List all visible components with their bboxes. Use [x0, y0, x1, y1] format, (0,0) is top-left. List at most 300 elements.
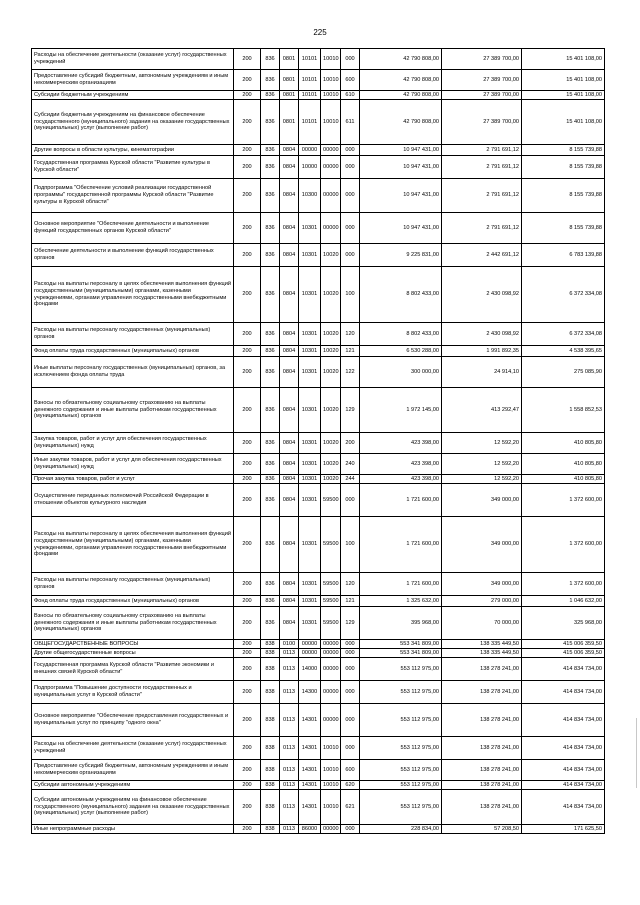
amount-executed: 138 335 449,50 — [442, 640, 522, 649]
code-col-1: 200 — [234, 145, 261, 156]
code-col-3: 0804 — [280, 156, 299, 179]
amount-executed: 70 000,00 — [442, 607, 522, 640]
code-col-3: 0804 — [280, 179, 299, 213]
code-col-4: 14000 — [299, 658, 321, 681]
code-col-1: 200 — [234, 781, 261, 790]
amount-remaining: 414 834 734,00 — [522, 737, 605, 760]
code-col-5: 00000 — [321, 658, 341, 681]
table-row — [32, 704, 605, 737]
amount-plan: 10 947 431,00 — [360, 213, 442, 244]
table-row — [32, 737, 605, 760]
code-col-2: 836 — [261, 145, 280, 156]
code-col-5: 00000 — [321, 825, 341, 834]
code-col-2: 836 — [261, 484, 280, 517]
table-row — [32, 573, 605, 596]
amount-plan: 9 225 831,00 — [360, 244, 442, 267]
row-name: Обеспечение деятельности и выполнение функций государственных органов — [32, 244, 234, 267]
row-name: Расходы на выплаты персоналу в целях обеспечения выполнения функций государственными (муниципальными) органами, казенными учреждениями, органами управления государственными внебюджетными фондами — [32, 267, 234, 323]
amount-remaining: 275 085,90 — [522, 357, 605, 388]
code-col-2: 836 — [261, 454, 280, 475]
code-col-1: 200 — [234, 825, 261, 834]
code-col-4: 10101 — [299, 70, 321, 91]
amount-plan: 300 000,00 — [360, 357, 442, 388]
table-row — [32, 100, 605, 145]
code-col-2: 836 — [261, 346, 280, 357]
code-col-3: 0113 — [280, 781, 299, 790]
amount-plan: 423 398,00 — [360, 454, 442, 475]
code-col-3: 0113 — [280, 681, 299, 704]
code-col-2: 836 — [261, 596, 280, 607]
budget-table — [31, 48, 605, 834]
code-col-4: 10301 — [299, 388, 321, 433]
code-col-6: 000 — [341, 704, 360, 737]
amount-plan: 1 721 600,00 — [360, 517, 442, 573]
table-row — [32, 607, 605, 640]
table-row — [32, 790, 605, 825]
code-col-5: 10010 — [321, 100, 341, 145]
table-row — [32, 179, 605, 213]
code-col-3: 0113 — [280, 760, 299, 781]
amount-plan: 42 790 808,00 — [360, 49, 442, 70]
amount-remaining: 414 834 734,00 — [522, 790, 605, 825]
row-name: Основное мероприятие "Обеспечение деятельности и выполнение функций государственных органов Курской области" — [32, 213, 234, 244]
row-name: Иные закупки товаров, работ и услуг для обеспечения государственных (муниципальных) нужд — [32, 454, 234, 475]
code-col-5: 00000 — [321, 213, 341, 244]
amount-remaining: 1 558 852,53 — [522, 388, 605, 433]
amount-executed: 24 914,10 — [442, 357, 522, 388]
code-col-1: 200 — [234, 156, 261, 179]
code-col-3: 0113 — [280, 825, 299, 834]
code-col-5: 10020 — [321, 475, 341, 484]
amount-plan: 8 802 433,00 — [360, 323, 442, 346]
code-col-1: 200 — [234, 640, 261, 649]
amount-executed: 138 278 241,00 — [442, 781, 522, 790]
code-col-6: 000 — [341, 658, 360, 681]
table-row — [32, 658, 605, 681]
row-name: Фонд оплаты труда государственных (муниципальных) органов — [32, 596, 234, 607]
code-col-6: 000 — [341, 681, 360, 704]
code-col-5: 10010 — [321, 91, 341, 100]
code-col-4: 10101 — [299, 100, 321, 145]
amount-plan: 553 112 975,00 — [360, 681, 442, 704]
code-col-2: 836 — [261, 433, 280, 454]
amount-executed: 2 791 691,12 — [442, 213, 522, 244]
table-row — [32, 596, 605, 607]
row-name: Подпрограмма "Повышение доступности государственных и муниципальных услуг в Курской области" — [32, 681, 234, 704]
code-col-1: 200 — [234, 388, 261, 433]
row-name: Подпрограмма "Обеспечение условий реализации государственной программы" государственной программы Курской области "Развитие культуры в Курской области" — [32, 179, 234, 213]
code-col-6: 121 — [341, 346, 360, 357]
code-col-2: 838 — [261, 781, 280, 790]
code-col-3: 0804 — [280, 596, 299, 607]
code-col-6: 620 — [341, 781, 360, 790]
code-col-3: 0804 — [280, 484, 299, 517]
code-col-3: 0804 — [280, 244, 299, 267]
table-row — [32, 346, 605, 357]
code-col-1: 200 — [234, 267, 261, 323]
code-col-6: 610 — [341, 91, 360, 100]
code-col-5: 59500 — [321, 573, 341, 596]
amount-plan: 553 112 975,00 — [360, 760, 442, 781]
amount-remaining: 15 401 108,00 — [522, 91, 605, 100]
amount-remaining: 171 625,50 — [522, 825, 605, 834]
code-col-1: 200 — [234, 244, 261, 267]
amount-executed: 349 000,00 — [442, 484, 522, 517]
code-col-6: 000 — [341, 244, 360, 267]
table-row — [32, 213, 605, 244]
row-name: Расходы на выплаты персоналу государственных (муниципальных) органов — [32, 323, 234, 346]
table-row — [32, 357, 605, 388]
row-name: Государственная программа Курской области "Развитие культуры в Курской области" — [32, 156, 234, 179]
table-row — [32, 156, 605, 179]
row-name: Фонд оплаты труда государственных (муниципальных) органов — [32, 346, 234, 357]
code-col-6: 129 — [341, 388, 360, 433]
amount-remaining: 15 401 108,00 — [522, 49, 605, 70]
row-name: Взносы по обязательному социальному страхованию на выплаты денежного содержания и иные выплаты работникам государственных (муниципальных) органов — [32, 388, 234, 433]
table-row — [32, 825, 605, 834]
code-col-6: 200 — [341, 433, 360, 454]
amount-executed: 27 389 700,00 — [442, 91, 522, 100]
code-col-4: 10301 — [299, 244, 321, 267]
code-col-4: 14301 — [299, 781, 321, 790]
amount-plan: 553 112 975,00 — [360, 790, 442, 825]
code-col-1: 200 — [234, 49, 261, 70]
code-col-2: 836 — [261, 244, 280, 267]
code-col-3: 0804 — [280, 607, 299, 640]
code-col-1: 200 — [234, 213, 261, 244]
amount-plan: 1 325 632,00 — [360, 596, 442, 607]
amount-executed: 12 592,20 — [442, 433, 522, 454]
code-col-3: 0801 — [280, 91, 299, 100]
code-col-4: 10301 — [299, 346, 321, 357]
amount-remaining: 8 155 739,88 — [522, 179, 605, 213]
code-col-1: 200 — [234, 357, 261, 388]
table-row — [32, 517, 605, 573]
code-col-5: 10010 — [321, 737, 341, 760]
code-col-6: 611 — [341, 100, 360, 145]
amount-remaining: 1 372 600,00 — [522, 484, 605, 517]
code-col-1: 200 — [234, 454, 261, 475]
code-col-6: 122 — [341, 357, 360, 388]
code-col-5: 10010 — [321, 760, 341, 781]
amount-plan: 42 790 808,00 — [360, 70, 442, 91]
code-col-5: 00000 — [321, 145, 341, 156]
amount-remaining: 8 155 739,88 — [522, 156, 605, 179]
amount-remaining: 6 783 139,88 — [522, 244, 605, 267]
row-name: Субсидии бюджетным учреждениям на финансовое обеспечение государственного (муниципального) задания на оказание государственных (муниципальных) услуг (выполнение работ) — [32, 100, 234, 145]
amount-plan: 1 721 600,00 — [360, 484, 442, 517]
code-col-2: 838 — [261, 760, 280, 781]
code-col-4: 10101 — [299, 91, 321, 100]
row-name: Предоставление субсидий бюджетным, автономным учреждениям и иным некоммерческим организациям — [32, 760, 234, 781]
code-col-4: 10301 — [299, 454, 321, 475]
amount-plan: 10 947 431,00 — [360, 145, 442, 156]
code-col-3: 0804 — [280, 517, 299, 573]
table-row — [32, 49, 605, 70]
table-row — [32, 267, 605, 323]
amount-plan: 8 802 433,00 — [360, 267, 442, 323]
code-col-3: 0804 — [280, 213, 299, 244]
row-name: Взносы по обязательному социальному страхованию на выплаты денежного содержания и иные выплаты работникам государственных (муниципальных) органов — [32, 607, 234, 640]
code-col-1: 200 — [234, 649, 261, 658]
amount-remaining: 6 372 334,08 — [522, 323, 605, 346]
code-col-3: 0113 — [280, 790, 299, 825]
code-col-5: 10010 — [321, 790, 341, 825]
row-name: Расходы на выплаты персоналу государственных (муниципальных) органов — [32, 573, 234, 596]
code-col-6: 120 — [341, 573, 360, 596]
code-col-2: 838 — [261, 790, 280, 825]
code-col-6: 000 — [341, 156, 360, 179]
code-col-5: 00000 — [321, 640, 341, 649]
code-col-2: 836 — [261, 267, 280, 323]
code-col-3: 0801 — [280, 70, 299, 91]
code-col-4: 10301 — [299, 484, 321, 517]
code-col-2: 836 — [261, 156, 280, 179]
code-col-1: 200 — [234, 179, 261, 213]
row-name: Прочая закупка товаров, работ и услуг — [32, 475, 234, 484]
code-col-1: 200 — [234, 70, 261, 91]
code-col-6: 240 — [341, 454, 360, 475]
row-name: Осуществление переданных полномочий Российской Федерации в отношении объектов культурного наследия — [32, 484, 234, 517]
amount-plan: 553 112 975,00 — [360, 737, 442, 760]
code-col-1: 200 — [234, 91, 261, 100]
amount-remaining: 1 046 632,00 — [522, 596, 605, 607]
row-name: Субсидии автономным учреждениям на финансовое обеспечение государственного (муниципального) задания на оказание государственных (муниципальных) услуг (выполнение работ) — [32, 790, 234, 825]
code-col-6: 621 — [341, 790, 360, 825]
amount-remaining: 15 401 108,00 — [522, 70, 605, 91]
code-col-5: 59500 — [321, 607, 341, 640]
code-col-3: 0113 — [280, 737, 299, 760]
amount-remaining: 15 401 108,00 — [522, 100, 605, 145]
amount-executed: 12 592,20 — [442, 475, 522, 484]
amount-executed: 1 991 892,35 — [442, 346, 522, 357]
code-col-4: 10301 — [299, 357, 321, 388]
amount-executed: 2 791 691,12 — [442, 156, 522, 179]
row-name: Субсидии бюджетным учреждениям — [32, 91, 234, 100]
code-col-4: 10301 — [299, 433, 321, 454]
table-row — [32, 454, 605, 475]
code-col-4: 10301 — [299, 517, 321, 573]
table-row — [32, 70, 605, 91]
page-edge-line — [636, 718, 637, 788]
code-col-2: 838 — [261, 640, 280, 649]
code-col-3: 0801 — [280, 49, 299, 70]
table-row — [32, 681, 605, 704]
code-col-4: 00000 — [299, 145, 321, 156]
amount-plan: 42 790 808,00 — [360, 100, 442, 145]
amount-executed: 138 278 241,00 — [442, 760, 522, 781]
amount-executed: 349 000,00 — [442, 573, 522, 596]
code-col-2: 838 — [261, 649, 280, 658]
code-col-6: 000 — [341, 649, 360, 658]
row-name: Расходы на обеспечение деятельности (оказание услуг) государственных учреждений — [32, 737, 234, 760]
amount-executed: 138 335 449,50 — [442, 649, 522, 658]
code-col-1: 200 — [234, 596, 261, 607]
amount-plan: 395 968,00 — [360, 607, 442, 640]
amount-executed: 138 278 241,00 — [442, 658, 522, 681]
amount-plan: 423 398,00 — [360, 475, 442, 484]
code-col-3: 0801 — [280, 100, 299, 145]
row-name: Расходы на обеспечение деятельности (оказание услуг) государственных учреждений — [32, 49, 234, 70]
row-name: Расходы на выплаты персоналу в целях обеспечения выполнения функций государственными (муниципальными) органами, казенными учреждениями, органами управления государственными внебюджетными фондами — [32, 517, 234, 573]
table-row — [32, 388, 605, 433]
code-col-1: 200 — [234, 517, 261, 573]
code-col-6: 000 — [341, 49, 360, 70]
code-col-1: 200 — [234, 681, 261, 704]
code-col-2: 836 — [261, 607, 280, 640]
code-col-2: 836 — [261, 91, 280, 100]
code-col-5: 10010 — [321, 49, 341, 70]
amount-executed: 2 791 691,12 — [442, 179, 522, 213]
code-col-5: 10020 — [321, 388, 341, 433]
code-col-6: 129 — [341, 607, 360, 640]
code-col-6: 000 — [341, 213, 360, 244]
amount-remaining: 415 006 359,50 — [522, 649, 605, 658]
row-name: Иные выплаты персоналу государственных (муниципальных) органов, за исключением фонда оплаты труда — [32, 357, 234, 388]
code-col-4: 14301 — [299, 760, 321, 781]
code-col-6: 000 — [341, 640, 360, 649]
row-name: Государственная программа Курской области "Развитие экономики и внешних связей Курской области" — [32, 658, 234, 681]
code-col-2: 836 — [261, 100, 280, 145]
amount-plan: 1 972 145,00 — [360, 388, 442, 433]
amount-executed: 27 389 700,00 — [442, 49, 522, 70]
amount-remaining: 1 372 600,00 — [522, 517, 605, 573]
amount-executed: 138 278 241,00 — [442, 681, 522, 704]
amount-remaining: 1 372 600,00 — [522, 573, 605, 596]
code-col-4: 10000 — [299, 156, 321, 179]
code-col-6: 600 — [341, 760, 360, 781]
amount-executed: 138 278 241,00 — [442, 790, 522, 825]
code-col-3: 0113 — [280, 704, 299, 737]
code-col-2: 836 — [261, 179, 280, 213]
code-col-3: 0100 — [280, 640, 299, 649]
code-col-2: 836 — [261, 323, 280, 346]
code-col-6: 100 — [341, 267, 360, 323]
code-col-1: 200 — [234, 573, 261, 596]
amount-executed: 279 000,00 — [442, 596, 522, 607]
code-col-2: 838 — [261, 704, 280, 737]
amount-plan: 553 112 975,00 — [360, 781, 442, 790]
code-col-3: 0804 — [280, 323, 299, 346]
amount-plan: 1 721 600,00 — [360, 573, 442, 596]
code-col-4: 10301 — [299, 607, 321, 640]
row-name: Субсидии автономным учреждениям — [32, 781, 234, 790]
amount-plan: 6 530 288,00 — [360, 346, 442, 357]
code-col-5: 10020 — [321, 346, 341, 357]
code-col-2: 836 — [261, 70, 280, 91]
code-col-5: 10010 — [321, 70, 341, 91]
amount-remaining: 8 155 739,88 — [522, 213, 605, 244]
amount-plan: 423 398,00 — [360, 433, 442, 454]
code-col-5: 10020 — [321, 244, 341, 267]
amount-executed: 138 278 241,00 — [442, 737, 522, 760]
table-row — [32, 649, 605, 658]
amount-remaining: 4 538 395,65 — [522, 346, 605, 357]
code-col-4: 10301 — [299, 596, 321, 607]
row-name: ОБЩЕГОСУДАРСТВЕННЫЕ ВОПРОСЫ — [32, 640, 234, 649]
amount-executed: 138 278 241,00 — [442, 704, 522, 737]
code-col-2: 836 — [261, 388, 280, 433]
code-col-4: 10301 — [299, 267, 321, 323]
amount-executed: 2 791 691,12 — [442, 145, 522, 156]
code-col-1: 200 — [234, 475, 261, 484]
row-name: Иные непрограммные расходы — [32, 825, 234, 834]
code-col-5: 00000 — [321, 704, 341, 737]
amount-remaining: 6 372 334,08 — [522, 267, 605, 323]
amount-remaining: 410 805,80 — [522, 433, 605, 454]
code-col-4: 14301 — [299, 737, 321, 760]
code-col-4: 10101 — [299, 49, 321, 70]
code-col-4: 10300 — [299, 179, 321, 213]
amount-executed: 349 000,00 — [442, 517, 522, 573]
code-col-4: 14300 — [299, 681, 321, 704]
table-row — [32, 640, 605, 649]
amount-remaining: 325 968,00 — [522, 607, 605, 640]
code-col-4: 10301 — [299, 475, 321, 484]
code-col-1: 200 — [234, 323, 261, 346]
table-row — [32, 760, 605, 781]
code-col-1: 200 — [234, 346, 261, 357]
amount-executed: 413 292,47 — [442, 388, 522, 433]
code-col-5: 10010 — [321, 781, 341, 790]
code-col-4: 14301 — [299, 704, 321, 737]
code-col-6: 600 — [341, 70, 360, 91]
code-col-1: 200 — [234, 760, 261, 781]
code-col-5: 00000 — [321, 179, 341, 213]
code-col-3: 0804 — [280, 388, 299, 433]
code-col-1: 200 — [234, 100, 261, 145]
table-row — [32, 475, 605, 484]
amount-plan: 553 341 809,00 — [360, 640, 442, 649]
code-col-3: 0804 — [280, 145, 299, 156]
code-col-4: 00000 — [299, 640, 321, 649]
amount-executed: 57 208,50 — [442, 825, 522, 834]
code-col-1: 200 — [234, 790, 261, 825]
code-col-6: 120 — [341, 323, 360, 346]
code-col-2: 836 — [261, 517, 280, 573]
code-col-2: 838 — [261, 825, 280, 834]
table-row — [32, 323, 605, 346]
amount-plan: 42 790 808,00 — [360, 91, 442, 100]
amount-remaining: 410 805,80 — [522, 454, 605, 475]
amount-remaining: 414 834 734,00 — [522, 681, 605, 704]
code-col-6: 100 — [341, 517, 360, 573]
code-col-5: 10020 — [321, 357, 341, 388]
code-col-3: 0804 — [280, 357, 299, 388]
table-row — [32, 145, 605, 156]
row-name: Закупка товаров, работ и услуг для обеспечения государственных (муниципальных) нужд — [32, 433, 234, 454]
code-col-4: 00000 — [299, 649, 321, 658]
code-col-5: 59500 — [321, 484, 341, 517]
code-col-3: 0804 — [280, 475, 299, 484]
code-col-4: 14301 — [299, 790, 321, 825]
code-col-1: 200 — [234, 433, 261, 454]
amount-remaining: 415 006 359,50 — [522, 640, 605, 649]
amount-plan: 553 112 975,00 — [360, 658, 442, 681]
code-col-5: 10020 — [321, 323, 341, 346]
table-row — [32, 433, 605, 454]
amount-executed: 2 442 691,12 — [442, 244, 522, 267]
code-col-3: 0804 — [280, 573, 299, 596]
code-col-3: 0804 — [280, 346, 299, 357]
code-col-1: 200 — [234, 484, 261, 517]
amount-executed: 2 430 098,92 — [442, 323, 522, 346]
code-col-6: 121 — [341, 596, 360, 607]
row-name: Другие общегосударственные вопросы — [32, 649, 234, 658]
code-col-4: 10301 — [299, 573, 321, 596]
amount-plan: 228 834,00 — [360, 825, 442, 834]
code-col-5: 10020 — [321, 454, 341, 475]
